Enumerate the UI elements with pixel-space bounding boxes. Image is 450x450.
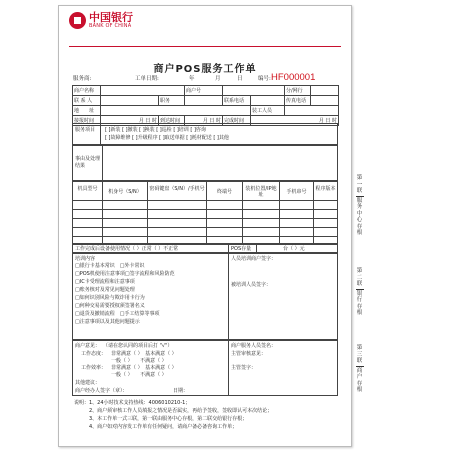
col-phone-imei: 手机串号 (286, 189, 307, 195)
bank-logo (69, 12, 133, 29)
merchant-no-field[interactable] (223, 86, 285, 96)
training-item[interactable]: □POS机使用注意事项□签字流程和风险防范 (75, 271, 175, 277)
pos-stock-unit: 台（ ）元 (283, 246, 305, 252)
service-options-line2[interactable]: [ ]故障维修 [ ]升级程序 [ ]取送单据 [ ]耗材配送 [ ]其他 (105, 135, 229, 141)
serial-number: HF000001 (271, 72, 316, 83)
merchant-name-field[interactable] (101, 86, 185, 96)
col-serial: 机身号（S/N） (108, 189, 142, 195)
address-label: 地 址 (73, 106, 101, 116)
logo-chinese: 中国银行 (89, 11, 133, 24)
reason-label: 事由及处理结果 (75, 156, 101, 169)
arrival-time-field[interactable]: 月 日 时 (185, 116, 223, 126)
feedback-box (72, 340, 338, 396)
service-items-box (72, 123, 338, 145)
arrival-time-label: 到达时间 (159, 116, 185, 126)
merchant-name-label: 商户名称 (73, 86, 101, 96)
header-rule (69, 46, 341, 47)
phone-field[interactable] (251, 96, 285, 106)
reason-box (72, 145, 338, 181)
attitude-label: 工作态度： (81, 351, 107, 357)
col-model: 机具型号 (77, 186, 98, 192)
bank-of-china-logo-icon (69, 12, 86, 29)
opinion-hint: （请在您认同的项目后打 "√"） (103, 343, 173, 349)
training-item[interactable]: □IC卡受理流程和注意事项 (75, 279, 135, 285)
training-item[interactable]: □退货及撤销流程 □手工结算等事项 (75, 311, 160, 317)
feedback-date-label: 日期： (173, 388, 189, 394)
contact-label: 联 系 人 (73, 96, 101, 106)
note-line: 4、商户如对内容发工作单有任何疑问，请商户备必备咨询工作单； (74, 424, 238, 430)
merchant-signature-label: 商户经办人签字（章）： (75, 388, 128, 394)
phone-label: 联系电话 (223, 96, 251, 106)
note-line: 说明：1、24小时技术支持热线：4006010210-1； (74, 400, 191, 406)
attitude-options[interactable]: 非常满意（ ） 基本满意（ ） (111, 351, 177, 357)
supervisor-opinion-label: 主管审核意见： (231, 351, 267, 357)
copy-label-2: 第二联 银行存根 (356, 268, 363, 316)
col-version: 程序版本 (315, 186, 336, 192)
device-status[interactable]: 工作完成后设备使用情况（ ）正常（ ）不正常 (75, 246, 179, 252)
service-provider-label: 服务商: (73, 76, 92, 82)
attitude-options-2[interactable]: 一般（ ） 不满意（ ） (111, 358, 167, 364)
finish-time-label: 完成时间 (223, 116, 251, 126)
training-item[interactable]: □何种交易需要授权须签署名义 (75, 303, 145, 309)
installer-label: 装工人员 (251, 106, 285, 116)
equipment-status-row (72, 244, 338, 253)
merchant-info-table (72, 85, 339, 126)
position-field[interactable] (185, 96, 223, 106)
service-options-line1[interactable]: [ ]新装 [ ]撤装 [ ]换装 [ ]巡检 [ ]培训 [ ]咨询 (105, 127, 206, 133)
efficiency-options[interactable]: 非常满意（ ） 基本满意（ ） (111, 365, 177, 371)
ticket-date-label: 工单日期: (135, 76, 159, 82)
year-label: 年 (189, 76, 195, 82)
col-location: 装机位置/IP地址 (245, 186, 277, 198)
report-time-field[interactable]: 月 日 时 (101, 116, 159, 126)
copy-label-1: 第一联 服务中心存根 (356, 175, 363, 236)
branch-label: 分/网行 (285, 86, 311, 96)
fax-label: 传真电话 (285, 96, 311, 106)
position-label: 职务 (159, 96, 185, 106)
form-title: 商户POS服务工作单 (153, 64, 257, 75)
merchant-opinion-label: 商户意见： (75, 343, 101, 349)
copy-label-3: 第三联 商户存根 (356, 345, 363, 393)
fax-field[interactable] (311, 96, 339, 106)
work-order-sheet (58, 5, 352, 447)
efficiency-options-2[interactable]: 一般（ ） 不满意（ ） (111, 372, 167, 378)
efficiency-label: 工作效率： (81, 365, 107, 371)
merchant-no-label: 商户号 (185, 86, 223, 96)
supervisor-signature-label: 主管签字： (231, 365, 257, 371)
table-row (73, 86, 339, 96)
installer-field[interactable] (285, 106, 339, 116)
address-field[interactable] (101, 106, 251, 116)
other-suggestion-label: 其他建议： (75, 380, 101, 386)
month-label: 月 (215, 76, 221, 82)
logo-english: BANK OF CHINA (89, 23, 132, 29)
service-staff-signature-label: 商户服务人员签名： (231, 343, 277, 349)
contact-field[interactable] (101, 96, 159, 106)
note-line: 3、本工作单一式三联，第一联由服务中心存根，第二联交给银行存根； (74, 416, 248, 422)
pos-stock-label: POS存量 (231, 246, 252, 252)
finish-time-field[interactable]: 月 日 时 (251, 116, 339, 126)
report-time-label: 接报时间 (73, 116, 101, 126)
training-title: 培训内容 (75, 256, 96, 262)
col-terminal: 终端号 (216, 189, 232, 195)
note-line: 2、商户须审核工作人员填报之情况是否属实，再给予签收，签收即认可本次结论； (74, 408, 273, 414)
table-row (73, 106, 339, 116)
table-row (73, 96, 339, 106)
training-box (72, 253, 338, 340)
service-items-label: 服务项目 (75, 127, 96, 133)
training-item[interactable]: □注意事项以及其他问题提示 (75, 319, 140, 325)
equipment-table (72, 181, 338, 244)
col-pinpad: 密码键盘（S/N）/手机号 (149, 186, 205, 192)
trainee-signature-label: 被培训人员签字： (231, 282, 272, 288)
training-signature-prompt: 人员培训商户签字： (231, 256, 277, 262)
training-item[interactable]: □账务核对及常见问题处理 (75, 287, 135, 293)
training-item[interactable]: □如何识别风险与欺诈用卡行为 (75, 295, 145, 301)
day-label: 日 (237, 76, 243, 82)
notes (74, 399, 272, 431)
training-item[interactable]: □银行卡基本常识 □外卡常识 (75, 263, 145, 269)
number-label: 编号: (258, 76, 271, 82)
branch-field[interactable] (311, 86, 339, 96)
